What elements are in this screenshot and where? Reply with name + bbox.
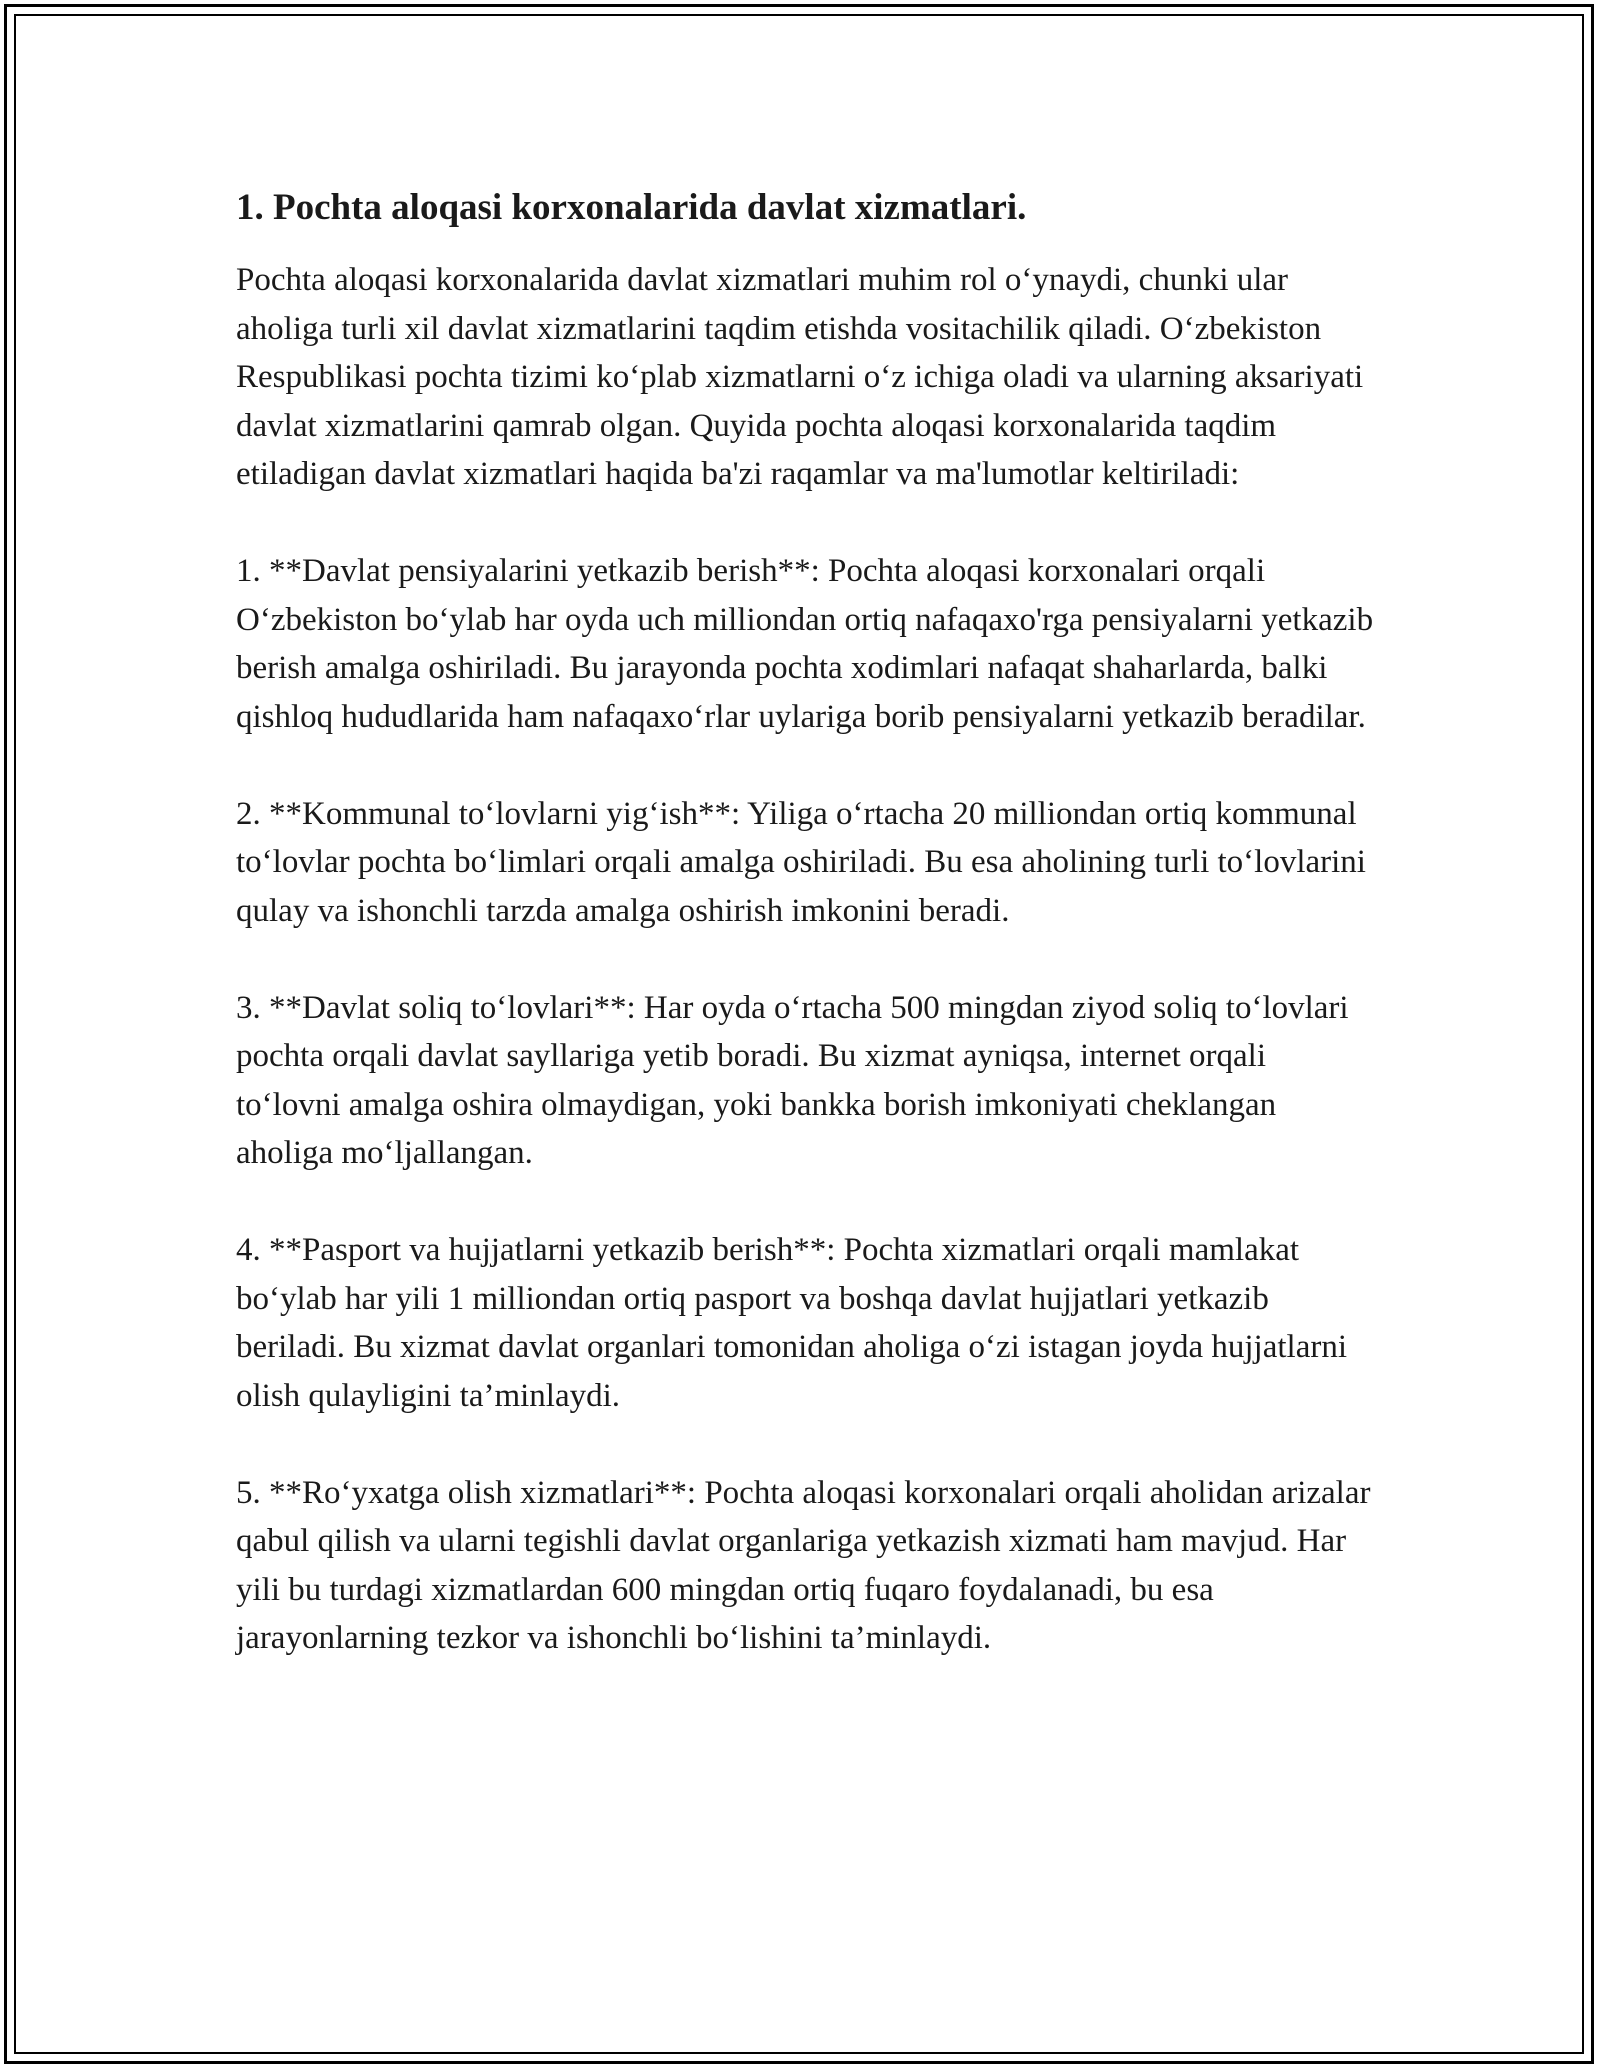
list-item-tax-payments: 3. **Davlat soliq toʻlovlari**: Har oyda oʻrtacha 500 mingdan ziyod soliq toʻlovlari pochta orqali davlat sayllariga yetib boradi. Bu xizmat ayniqsa, internet orqali toʻlovni amalga oshira olmaydigan, yoki bankka borish imkoniyati cheklangan aholiga moʻljallangan.	[236, 989, 1349, 1171]
list-item-passport-delivery: 4. **Pasport va hujjatlarni yetkazib berish**: Pochta xizmatlari orqali mamlakat boʻylab har yili 1 milliondan ortiq pasport va boshqa davlat hujjatlari yetkazib beriladi. Bu xizmat davlat organlari tomonidan aholiga oʻzi istagan joyda hujjatlarni olish qulayligini ta’minlaydi.	[236, 1232, 1347, 1414]
list-item-registration-services: 5. **Roʻyxatga olish xizmatlari**: Pochta aloqasi korxonalari orqali aholidan arizalar qabul qilish va ularni tegishli davlat organlariga yetkazish xizmati ham mavjud. Har yili bu turdagi xizmatlardan 600 mingdan ortiq fuqaro foydalanadi, bu esa jarayonlarning tezkor va ishonchli boʻlishini ta’minlaydi.	[236, 1474, 1371, 1656]
section-heading: 1. Pochta aloqasi korxonalarida davlat xizmatlari.	[236, 187, 1027, 228]
list-item-pensions: 1. **Davlat pensiyalarini yetkazib berish**: Pochta aloqasi korxonalari orqali Oʻzbekiston boʻylab har oyda uch milliondan ortiq nafaqaxo'rga pensiyalarni yetkazib berish amalga oshiriladi. Bu jarayonda pochta xodimlari nafaqat shaharlarda, balki qishloq hududlarida ham nafaqaxoʻrlar uylariga borib pensiyalarni yetkazib beradilar.	[236, 553, 1374, 735]
document-body	[236, 184, 1376, 1663]
intro-paragraph: Pochta aloqasi korxonalarida davlat xizmatlari muhim rol oʻynaydi, chunki ular aholiga turli xil davlat xizmatlarini taqdim etishda vositachilik qiladi. Oʻzbekiston Respublikasi pochta tizimi koʻplab xizmatlarni oʻz ichiga oladi va ularning aksariyati davlat xizmatlarini qamrab olgan. Quyida pochta aloqasi korxonalarida taqdim etiladigan davlat xizmatlari haqida ba'zi raqamlar va ma'lumotlar keltiriladi:	[236, 262, 1364, 492]
list-item-utility-payments: 2. **Kommunal toʻlovlarni yigʻish**: Yiliga oʻrtacha 20 milliondan ortiq kommunal toʻlovlar pochta boʻlimlari orqali amalga oshiriladi. Bu esa aholining turli toʻlovlarini qulay va ishonchli tarzda amalga oshirish imkonini beradi.	[236, 795, 1366, 929]
